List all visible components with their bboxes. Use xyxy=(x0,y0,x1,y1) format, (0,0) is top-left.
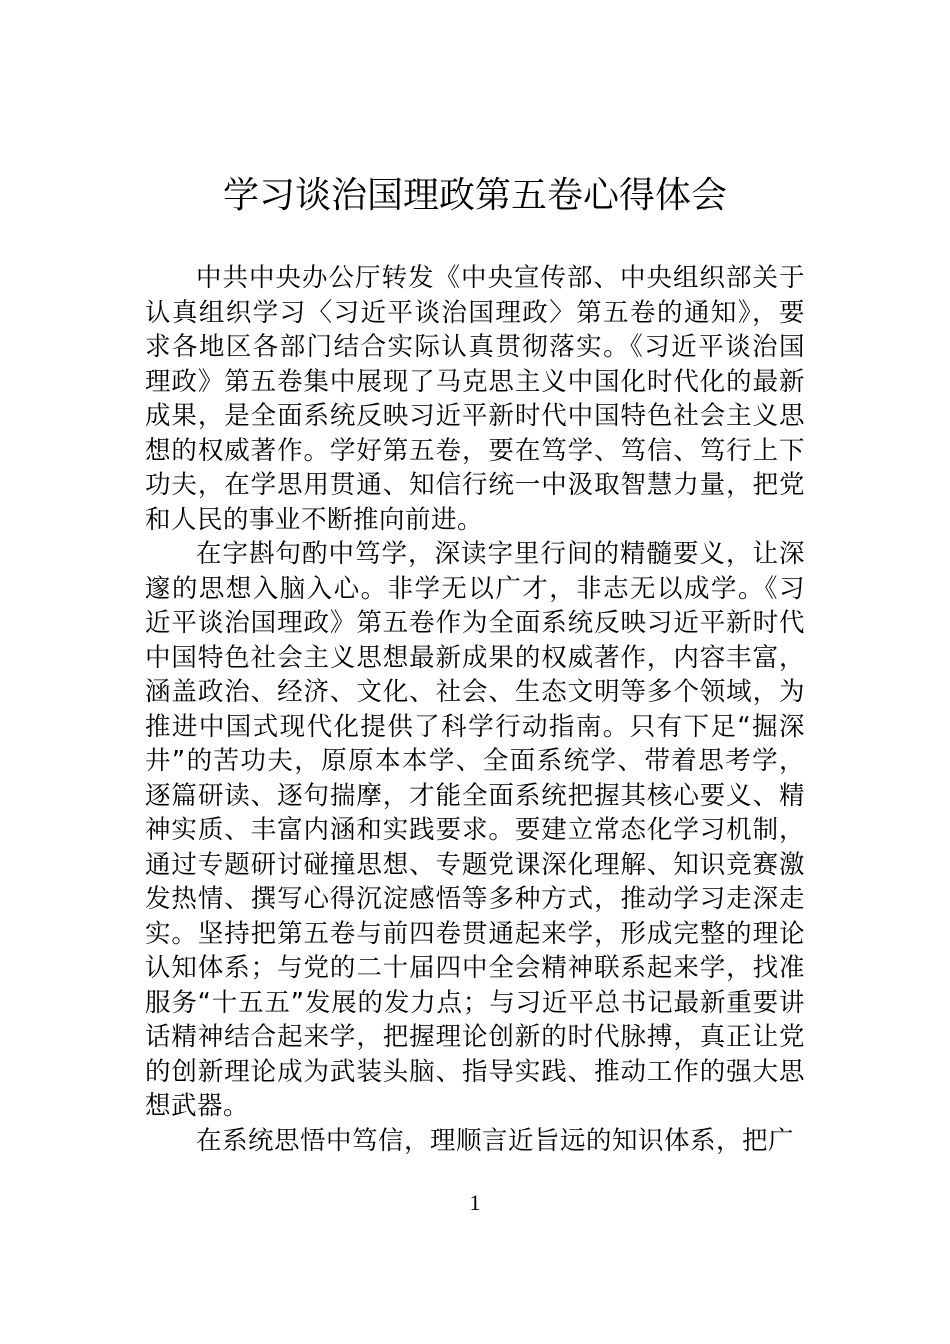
paragraph: 中共中央办公厅转发《中央宣传部、中央组织部关于认真组织学习〈习近平谈治国理政〉第五卷的通知》，要求各地区各部门结合实际认真贯彻落实。《习近平谈治国理政》第五卷集中展现了马克思主义中国化时代化的最新成果，是全面系统反映习近平新时代中国特色社会主义思想的权威著作。学好第五卷，要在笃学、笃信、笃行上下功夫，在学思用贯通、知信行统一中汲取智慧力量，把党和人民的事业不断推向前进。 xyxy=(145,263,805,535)
paragraph: 在字斟句酌中笃学，深读字里行间的精髓要义，让深邃的思想入脑入心。非学无以广才，非志无以成学。《习近平谈治国理政》第五卷作为全面系统反映习近平新时代中国特色社会主义思想最新成果的权威著作，内容丰富，涵盖政治、经济、文化、社会、生态文明等多个领域，为推进中国式现代化提供了科学行动指南。只有下足“掘深井”的苦功夫，原原本本学、全面系统学、带着思考学，逐篇研读、逐句揣摩，才能全面系统把握其核心要义、精神实质、丰富内涵和实践要求。要建立常态化学习机制，通过专题研讨碰撞思想、专题党课深化理解、知识竞赛激发热情、撰写心得沉淀感悟等多种方式，推动学习走深走实。坚持把第五卷与前四卷贯通起来学，形成完整的理论认知体系；与党的二十届四中全会精神联系起来学，找准服务“十五五”发展的发力点；与习近平总书记最新重要讲话精神结合起来学，把握理论创新的时代脉搏，真正让党的创新理论成为武装头脑、指导实践、推动工作的强大思想武器。 xyxy=(145,539,805,1121)
page-title: 学习谈治国理政第五卷心得体会 xyxy=(222,175,727,216)
page-number: 1 xyxy=(469,1190,481,1215)
body-text xyxy=(145,261,805,1158)
paragraph: 在系统思悟中笃信，理顺言近旨远的知识体系，把广 xyxy=(196,1125,795,1156)
